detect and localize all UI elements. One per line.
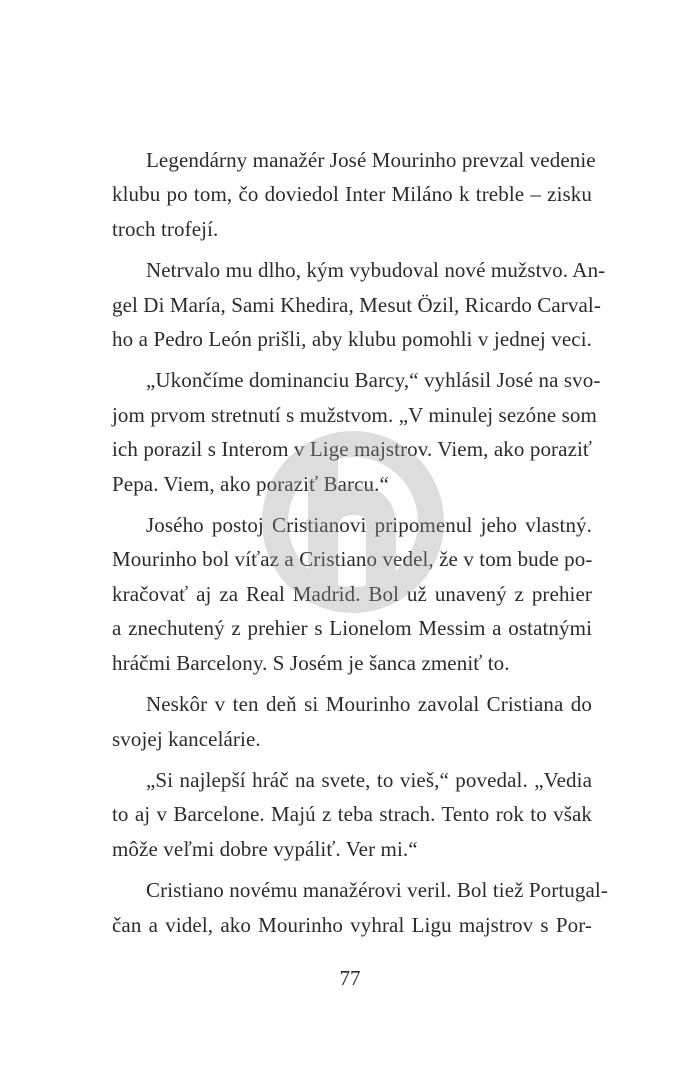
text-line: kračovať aj za Real Madrid. Bol už unavený z prehier — [112, 581, 592, 606]
text-line: hráčmi Barcelony. S Josém je šanca zmeniť to. — [112, 650, 510, 675]
text-line: Legendárny manažér José Mourinho prevzal vedenie — [146, 148, 596, 172]
text-line: svojej kancelárie. — [112, 726, 261, 751]
text-line: jom prvom stretnutí s mužstvom. „V minulej sezóne som — [112, 402, 597, 427]
text-line: Mourinho bol víťaz a Cristiano vedel, že v tom bude po- — [112, 547, 593, 572]
text-line: Neskôr v ten deň si Mourinho zavolal Cristiana do — [146, 692, 592, 717]
text-line: ho a Pedro León prišli, aby klubu pomohli v jednej veci. — [112, 327, 592, 352]
paragraph-7 — [112, 873, 608, 942]
paragraph-4 — [112, 508, 592, 680]
text-line: ich porazil s Interom v Lige majstrov. Viem, ako poraziť — [112, 437, 592, 462]
text-line: čan a videl, ako Mourinho vyhral Ligu majstrov s Por- — [112, 912, 592, 937]
body-text — [112, 143, 608, 949]
text-line: Cristiano novému manažérovi veril. Bol tiež Portugal- — [146, 878, 608, 903]
paragraph-3 — [112, 363, 601, 501]
text-line: Netrvalo mu dlho, kým vybudoval nové mužstvo. An- — [146, 258, 606, 283]
paragraph-2 — [112, 253, 606, 356]
text-line: a znechutený z prehier s Lionelom Messim a ostatnými — [112, 616, 592, 641]
paragraph-6 — [112, 763, 592, 866]
text-line: Josého postoj Cristianovi pripomenul jeho vlastný. — [146, 513, 592, 538]
paragraph-5 — [112, 687, 592, 756]
text-line: môže veľmi dobre vypáliť. Ver mi.“ — [112, 836, 418, 861]
text-line: to aj v Barcelone. Majú z teba strach. Tento rok to však — [112, 802, 592, 827]
text-line: „Si najlepší hráč na svete, to vieš,“ povedal. „Vedia — [146, 767, 592, 792]
text-line: gel Di María, Sami Khedira, Mesut Özil, Ricardo Carval- — [112, 292, 601, 317]
paragraph-1 — [112, 143, 596, 246]
page-number: 77 — [339, 966, 361, 990]
text-line: Pepa. Viem, ako poraziť Barcu.“ — [112, 471, 389, 496]
text-line: troch trofejí. — [112, 216, 219, 241]
text-line: klubu po tom, čo doviedol Inter Miláno k treble – zisku — [112, 182, 592, 207]
text-line: „Ukončíme dominanciu Barcy,“ vyhlásil José na svo- — [146, 368, 601, 393]
